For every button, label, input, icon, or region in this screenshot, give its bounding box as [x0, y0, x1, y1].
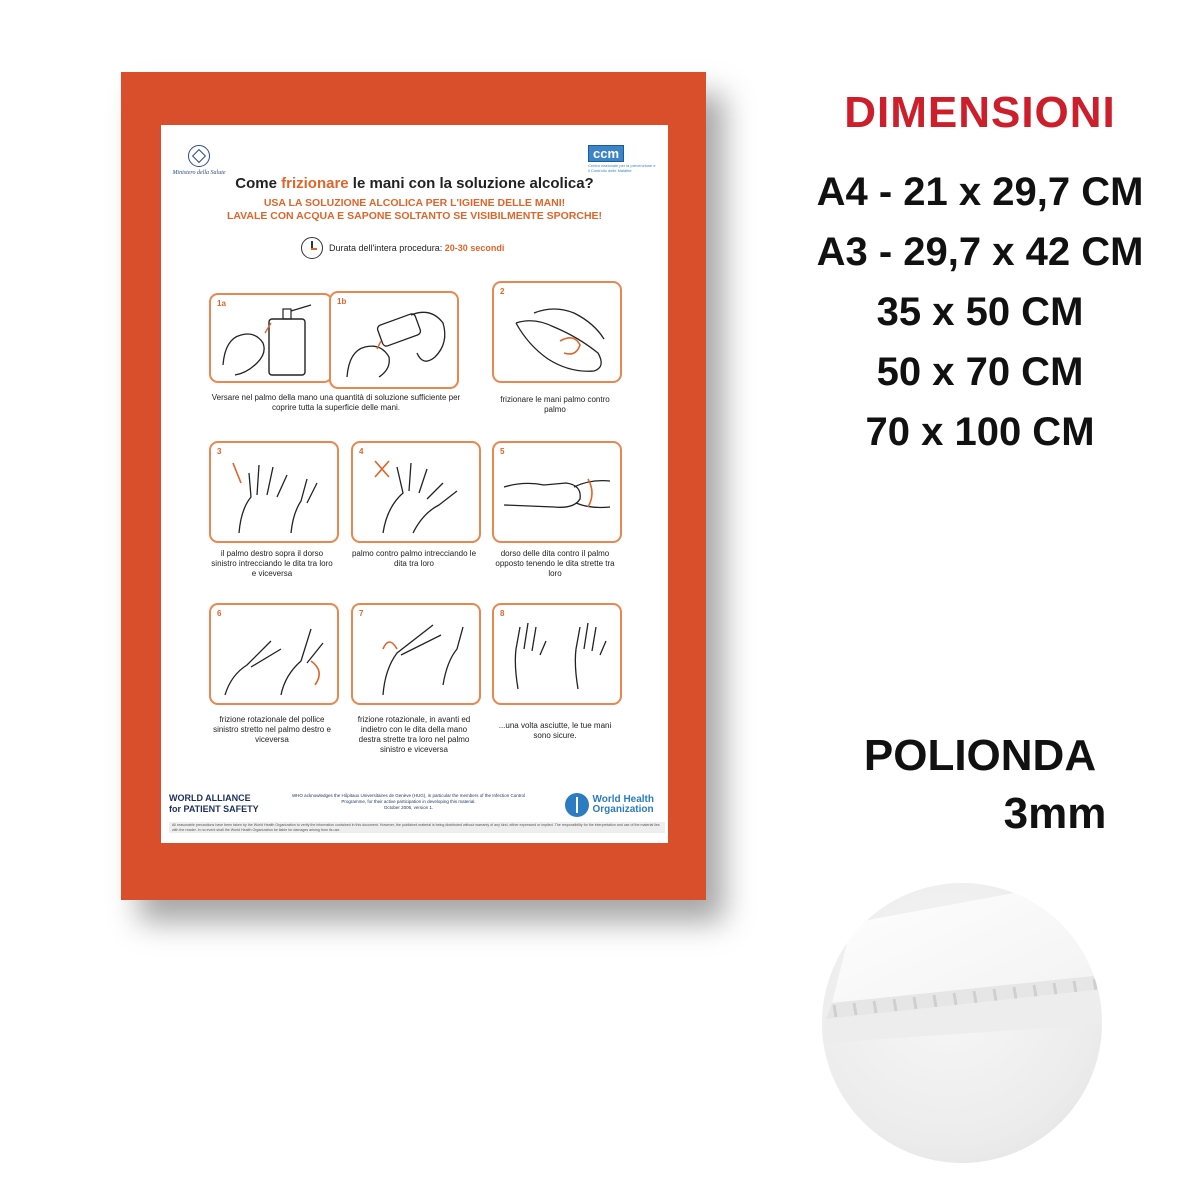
title-post: le mani con la soluzione alcolica?: [348, 175, 594, 192]
material-label: [780, 727, 1180, 843]
step-1a-box: [209, 293, 333, 383]
version-text: October 2006, version 1.: [383, 805, 434, 810]
step-number: 8: [500, 609, 505, 618]
step-5-box: [492, 441, 622, 543]
step-number: 5: [500, 447, 505, 456]
corrugated-sheet-icon: [822, 883, 1102, 1163]
hand-pour-icon: [331, 293, 457, 387]
ack-text: WHO acknowledges the Hôpitaux Universitaires de Genève (HUG), in particular the members of the Infection Control Programme, for their active participation in developing this material.: [291, 793, 526, 804]
poster-title: [161, 175, 668, 192]
hands-finger-back-icon: [494, 443, 620, 541]
step-5-caption: dorso delle dita contro il palmo opposto tenendo le dita strette tra loro: [495, 549, 615, 578]
poster-warning: [161, 197, 668, 223]
size-a4: A4 - 21 x 29,7 CM: [816, 170, 1144, 214]
acknowledgement: [286, 793, 531, 811]
step-3-caption: il palmo destro sopra il dorso sinistro intrecciando le dita tra loro e viceversa: [211, 549, 333, 578]
polionda-sample-image: [822, 883, 1102, 1163]
step-1-caption: Versare nel palmo della mano una quantità di soluzione sufficiente per coprire tutta la superficie delle mani.: [211, 393, 461, 412]
step-number: 1a: [217, 299, 226, 308]
step-4-box: [351, 441, 481, 543]
duration-label: Durata dell'intera procedura:: [329, 243, 445, 253]
title-highlight: frizionare: [281, 175, 349, 192]
hands-interlace-icon: [353, 443, 479, 541]
step-number: 4: [359, 447, 364, 456]
size-70x100: 70 x 100 CM: [865, 410, 1095, 454]
dimensions-heading: DIMENSIONI: [844, 88, 1116, 137]
disclaimer: All reasonable precautions have been taken by the World Health Organization to verify the information contained in this document. However, the published material is being distributed without warranty of any kind, either expressed or implied. The responsibility for the interpretation and use of the material lies with the reader. In no event shall the World Health Organization be liable for damages arising from its use.: [169, 822, 665, 833]
italy-emblem-icon: [188, 145, 210, 167]
step-7-caption: frizione rotazionale, in avanti ed indietro con le dita della mano destra strette tra loro nel palmo sinistro e viceversa: [357, 715, 471, 754]
hands-thumb-rotation-icon: [211, 605, 337, 703]
size-50x70: 50 x 70 CM: [876, 350, 1084, 394]
step-1b-box: [329, 291, 459, 389]
clock-icon: [301, 237, 323, 259]
hand-pump-icon: [211, 295, 331, 381]
clean-hands-icon: [494, 605, 620, 703]
world-alliance-logo: [169, 793, 259, 815]
who-name-1: World Health: [592, 794, 654, 805]
step-2-caption: frizionare le mani palmo contro palmo: [500, 395, 610, 414]
material-name: POLIONDA: [863, 731, 1097, 780]
step-7-box: [351, 603, 481, 705]
duration-value: 20-30 secondi: [444, 243, 505, 253]
step-8-caption: ...una volta asciutte, le tue mani sono sicure.: [498, 721, 612, 740]
alliance-line-1: WORLD ALLIANCE: [169, 793, 251, 803]
alliance-line-2: for PATIENT SAFETY: [169, 804, 259, 814]
who-logo: [565, 793, 654, 817]
size-a3: A3 - 29,7 x 42 CM: [816, 230, 1144, 274]
step-6-caption: frizione rotazionale del pollice sinistro stretto nel palmo destro e viceversa: [213, 715, 331, 744]
warning-line-2: LAVALE CON ACQUA E SAPONE SOLTANTO SE VISIBILMENTE SPORCHE!: [226, 210, 603, 222]
step-number: 1b: [337, 297, 347, 306]
ministry-logo: [169, 145, 229, 176]
step-number: 6: [217, 609, 222, 618]
step-3-box: [209, 441, 339, 543]
material-thickness: 3mm: [1003, 789, 1107, 838]
poster-sheet: [161, 125, 668, 843]
warning-line-1: USA LA SOLUZIONE ALCOLICA PER L'IGIENE DELLE MANI!: [263, 197, 566, 209]
title-pre: Come: [235, 175, 282, 192]
hands-fingertips-rotation-icon: [353, 605, 479, 703]
who-globe-icon: [565, 793, 589, 817]
step-number: 3: [217, 447, 222, 456]
duration: [301, 237, 504, 259]
step-4-caption: palmo contro palmo intrecciando le dita tra loro: [351, 549, 477, 568]
step-6-box: [209, 603, 339, 705]
who-name-2: Organization: [592, 804, 654, 815]
ccm-logo: [588, 145, 658, 173]
ccm-subtitle: Centro nazionale per la prevenzione e il Controllo delle Malattie: [588, 163, 656, 173]
step-number: 7: [359, 609, 364, 618]
step-2-box: [492, 281, 622, 383]
step-8-box: [492, 603, 622, 705]
size-35x50: 35 x 50 CM: [876, 290, 1084, 334]
step-number: 2: [500, 287, 505, 296]
hand-back-interlace-icon: [211, 443, 337, 541]
ministry-name: Ministero della Salute: [172, 170, 226, 176]
poster-frame: [121, 72, 706, 900]
hands-palm-to-palm-icon: [494, 283, 620, 381]
ccm-mark: ccm: [588, 145, 624, 162]
